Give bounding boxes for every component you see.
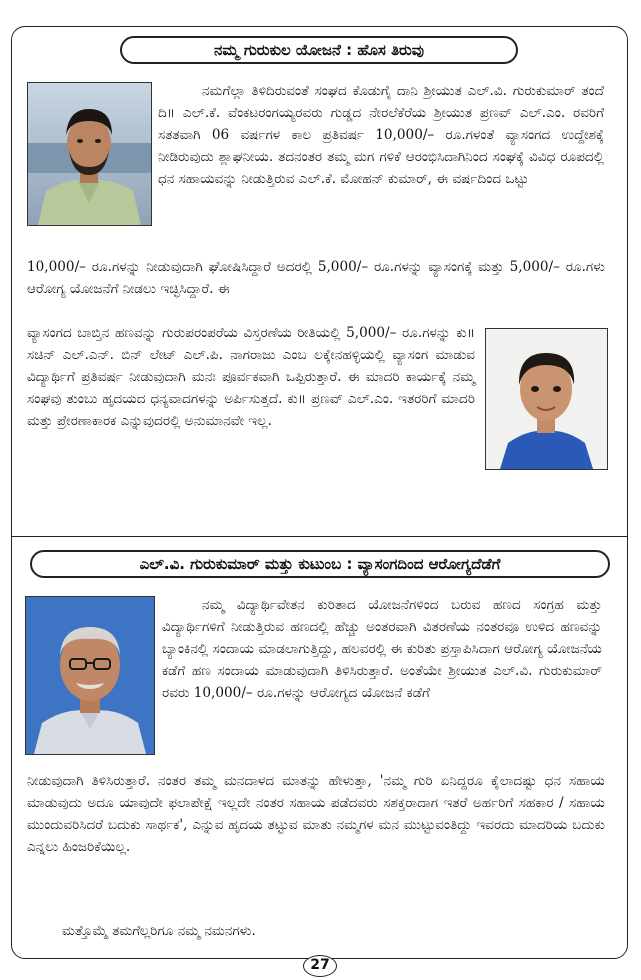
section2-closing: ಮತ್ತೊಮ್ಮೆ ತಮಗೆಲ್ಲರಿಗೂ ನಮ್ಮ ನಮನಗಳು.	[62, 923, 256, 939]
section1-paragraph-middle: 10,000/– ರೂ.ಗಳನ್ನು ನೀಡುವುದಾಗಿ ಘೋಷಿಸಿದ್ದಾರೆ ಅದರಲ್ಲಿ 5,000/– ರೂ.ಗಳನ್ನು ವ್ಯಾಸಂಗಕ್ಕೆ ಮತ್ತು 5,000/– ರೂ.ಗಳು ಆರೋಗ್ಯ ಯೋಜನೆಗೆ ನೀಡಲು ಇಚ್ಛಿಸಿದ್ದಾರೆ. ಈ	[27, 259, 605, 297]
photo-boy	[485, 328, 608, 470]
section1-title: ನಮ್ಮ ಗುರುಕುಲ ಯೋಜನೆ : ಹೊಸ ತಿರುವು	[120, 36, 518, 64]
page-number: 27	[303, 955, 337, 977]
section2-title: ಎಲ್.ವಿ. ಗುರುಕುಮಾರ್ ಮತ್ತು ಕುಟುಂಬ : ವ್ಯಾಸಂಗದಿಂದ ಆರೋಗ್ಯದೆಡೆಗೆ	[30, 550, 610, 578]
section1-paragraph-bottom: ವ್ಯಾಸಂಗದ ಬಾಬ್ತಿನ ಹಣವನ್ನು ಗುರುಪರಂಪರೆಯ ವಿಸ್ತರಣೆಯ ರೀತಿಯಲ್ಲಿ 5,000/– ರೂ.ಗಳನ್ನು ಕು॥ ಸಚಿನ್ ಎಲ್.ಎನ್. ಬಿನ್ ಲೇಟ್ ಎಲ್.ಪಿ. ನಾಗರಾಜು ಎಂಬ ಲಕ್ಕೇನಹಳ್ಳಿಯಲ್ಲಿ ವ್ಯಾಸಂಗ ಮಾಡುವ ವಿದ್ಯಾರ್ಥಿಗೆ ಪ್ರತಿವರ್ಷ ನೀಡುವುದಾಗಿ ಮನಃ ಪೂರ್ವಕವಾಗಿ ಒಪ್ಪಿರುತ್ತಾರೆ. ಈ ಮಾದರಿ ಕಾರ್ಯಕ್ಕೆ ನಮ್ಮ ಸಂಘವು ತುಂಬು ಹೃದಯದ ಧನ್ಯವಾದಗಳನ್ನು ಅರ್ಪಿಸುತ್ತದೆ. ಕು॥ ಪ್ರಣವ್ ಎಲ್.ಎಂ. ಇತರರಿಗೆ ಮಾದರಿ ಮತ್ತು ಪ್ರೇರಣಾಕಾರಕ ಎನ್ನುವುದರಲ್ಲಿ ಅನುಮಾನವೇ ಇಲ್ಲ.	[27, 325, 475, 429]
section2-paragraph-top: ನಮ್ಮ ವಿದ್ಯಾರ್ಥಿವೇತನ ಕುರಿತಾದ ಯೋಜನೆಗಳಿಂದ ಬರುವ ಹಣದ ಸಂಗ್ರಹ ಮತ್ತು ವಿದ್ಯಾರ್ಥಿಗಳಿಗೆ ನೀಡುತ್ತಿರುವ ಹಣದಲ್ಲಿ ಹೆಚ್ಚು ಅಂತರವಾಗಿ ವಿತರಣೆಯ ನಂತರವೂ ಉಳಿದ ಹಣವನ್ನು ಬ್ಯಾಂಕಿನಲ್ಲಿ ಸಂದಾಯ ಮಾಡಲಾಗುತ್ತಿದ್ದು, ಹಲವರಲ್ಲಿ ಈ ಕುರಿತು ಪ್ರಸ್ತಾಪಿಸಿದಾಗ ಆರೋಗ್ಯ ಯೋಜನೆಯ ಕಡೆಗೆ ಹಣ ಸಂದಾಯ ಮಾಡುವುದಾಗಿ ತಿಳಿಸಿರುತ್ತಾರೆ. ಅಂತೆಯೇ ಶ್ರೀಯುತ ಎಲ್.ವಿ. ಗುರುಕುಮಾರ್ ರವರು 10,000/– ರೂ.ಗಳನ್ನು ಆರೋಗ್ಯದ ಯೋಜನೆ ಕಡೆಗೆ	[162, 597, 602, 701]
section1-paragraph-top: ನಮಗೆಲ್ಲಾ ತಿಳಿದಿರುವಂತೆ ಸಂಘದ ಕೊಡುಗೈ ದಾನಿ ಶ್ರೀಯುತ ಎಲ್.ವಿ. ಗುರುಕುಮಾರ್ ತಂದೆ ದಿ॥ ಎಲ್.ಕೆ. ವೆಂಕಟರಂಗಯ್ಯರವರು ಗುಡ್ಡದ ನೇರಲೆಕೆರೆಯ ಶ್ರೀಯುತ ಪ್ರಣವ್ ಎಲ್.ಎಂ. ರವರಿಗೆ ಸತತವಾಗಿ 06 ವರ್ಷಗಳ ಕಾಲ ಪ್ರತಿವರ್ಷ 10,000/– ರೂ.ಗಳಂತೆ ವ್ಯಾಸಂಗದ ಉದ್ದೇಶಕ್ಕೆ ನೀಡಿರುವುದು ಶ್ಲಾಘನೀಯ. ತದನಂತರ ತಮ್ಮ ಮಗ ಗಳಿಕೆ ಆರಂಭಿಸಿದಾಗಿನಿಂದ ಸಂಘಕ್ಕೆ ವಿವಿಧ ರೂಪದಲ್ಲಿ ಧನ ಸಹಾಯವನ್ನು ನೀಡುತ್ತಿರುವ ಎಲ್.ಕೆ. ಮೋಹನ್ ಕುಮಾರ್, ಈ ವರ್ಷದಿಂದ ಒಟ್ಟು	[158, 83, 604, 187]
section2-paragraph-full: ನೀಡುವುದಾಗಿ ತಿಳಿಸಿರುತ್ತಾರೆ. ನಂತರ ತಮ್ಮ ಮನದಾಳದ ಮಾತನ್ನು ಹೇಳುತ್ತಾ, 'ನಮ್ಮ ಗುರಿ ಏನಿದ್ದರೂ ಕೈಲಾದಷ್ಟು ಧನ ಸಹಾಯ ಮಾಡುವುದು ಅದೂ ಯಾವುದೇ ಫಲಾಪೇಕ್ಷೆ ಇಲ್ಲದೇ ನಂತರ ಸಹಾಯ ಪಡೆದವರು ಸಶಕ್ತರಾದಾಗ ಇತರೆ ಅರ್ಹರಿಗೆ ಸಹಕಾರ / ಸಹಾಯ ಮುಂದುವರಿಸಿದರೆ ಬದುಕು ಸಾರ್ಥಕ', ಎನ್ನುವ ಹೃದಯ ತಟ್ಟುವ ಮಾತು ನಮ್ಮಗಳ ಮನ ಮುಟ್ಟುವಂತಿದ್ದು ಇವರದು ಮಾದರಿಯ ಬದುಕು ಎನ್ನಲು ಹಿಂಜರಿಕೆಯಿಲ್ಲ.	[27, 773, 605, 855]
section-divider	[11, 536, 628, 537]
photo-older-man	[25, 596, 155, 755]
photo-young-man	[27, 82, 152, 226]
